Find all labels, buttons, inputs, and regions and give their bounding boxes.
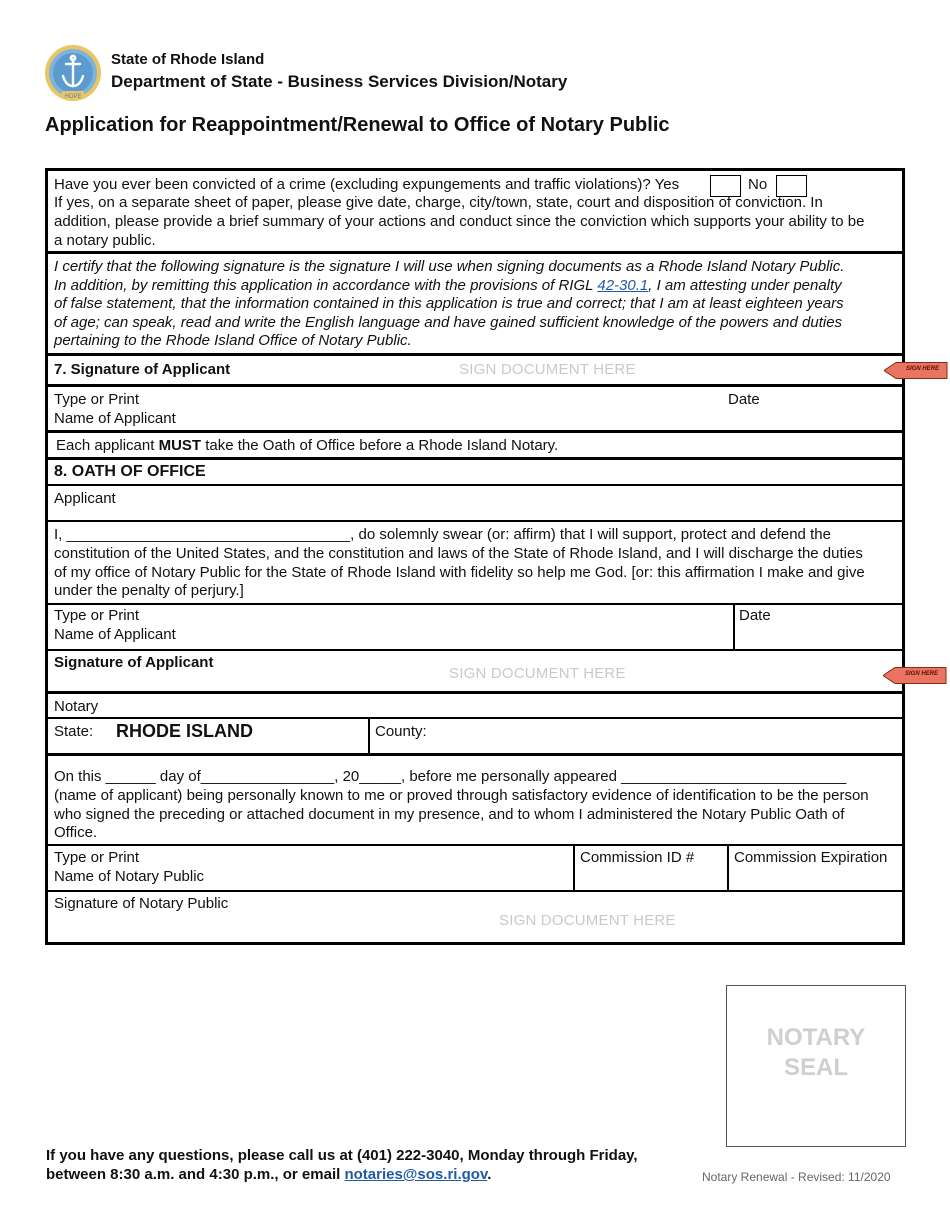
state-label: State: [54, 723, 94, 740]
rigl-link[interactable]: 42-30.1 [597, 277, 649, 294]
seal-text-line-2: SEAL [783, 1054, 848, 1081]
divider [573, 844, 575, 890]
date-label: Date [728, 391, 760, 408]
divider [368, 717, 370, 753]
footer-line-2: between 8:30 a.m. and 4:30 p.m., or email notaries@sos.ri.gov. [46, 1166, 492, 1183]
divider [48, 484, 902, 486]
divider [727, 844, 729, 890]
application-form [45, 168, 905, 945]
email-link[interactable]: notaries@sos.ri.gov [344, 1166, 488, 1183]
name-of-notary-label: Name of Notary Public [54, 868, 205, 885]
crime-instructions-2: addition, please provide a brief summary of your actions and conduct since the conviction which supports your ability to be [54, 213, 865, 230]
signature-of-notary-label: Signature of Notary Public [54, 895, 229, 912]
name-of-applicant-label: Name of Applicant [54, 410, 176, 427]
certify-line-5: pertaining to the Rhode Island Office of Notary Public. [54, 332, 412, 349]
oath-line-3: of my office of Notary Public for the State of Rhode Island with fidelity so help me God. [or: this affirmation I make and give [54, 564, 865, 581]
oath-line-2: constitution of the United States, and the constitution and laws of the State of Rhode Island, and I will discharge the duties [54, 545, 863, 562]
acknowledgment-line-4: Office. [54, 824, 98, 841]
seal-text-line-1: NOTARY [766, 1024, 866, 1051]
section-8-label: 8. OATH OF OFFICE [54, 463, 206, 480]
state-name: State of Rhode Island [111, 51, 265, 68]
divider [48, 384, 902, 387]
section-7-label: 7. Signature of Applicant [54, 361, 231, 378]
state-value: RHODE ISLAND [116, 721, 254, 741]
oath-notice: Each applicant MUST take the Oath of Office before a Rhode Island Notary. [56, 437, 559, 454]
divider [48, 890, 902, 892]
type-print-label: Type or Print [54, 607, 140, 624]
date-label: Date [739, 607, 771, 624]
divider [48, 691, 902, 694]
certify-line-2: In addition, by remitting this application in accordance with the provisions of RIGL 42-30.1, I am attesting under penalty [54, 277, 842, 294]
divider [48, 753, 902, 756]
sign-here-flag[interactable]: SIGN HERE [883, 667, 947, 684]
divider [733, 603, 735, 649]
crime-instructions-3: a notary public. [54, 232, 156, 249]
state-seal-logo [44, 44, 102, 102]
divider [48, 717, 902, 719]
divider [48, 430, 902, 433]
commission-id-label: Commission ID # [580, 849, 695, 866]
divider [48, 520, 902, 522]
footer-contact [46, 1146, 638, 1184]
divider [48, 251, 902, 254]
divider [48, 353, 902, 356]
certify-line-4: of age; can speak, read and write the English language and have gained sufficient knowledge of the powers and duties [54, 314, 843, 331]
oath-line-4: under the penalty of perjury.] [54, 582, 244, 599]
acknowledgment-line-1: On this ______ day of________________, 20_____, before me personally appeared ___________________________ [54, 768, 847, 785]
county-label: County: [375, 723, 427, 740]
sign-here-flag[interactable]: SIGN HERE [884, 362, 948, 379]
signature-field-notary[interactable]: SIGN DOCUMENT HERE [499, 912, 676, 929]
acknowledgment-line-2: (name of applicant) being personally known to me or proved through satisfactory evidence of identification to be the person [54, 787, 869, 804]
page-title: Application for Reappointment/Renewal to Office of Notary Public [45, 114, 670, 136]
crime-instructions-1: If yes, on a separate sheet of paper, please give date, charge, city/town, state, court and disposition of conviction. In [54, 194, 823, 211]
svg-text:HOPE: HOPE [64, 94, 82, 100]
divider [48, 457, 902, 460]
acknowledgment-line-3: who signed the preceding or attached document in my presence, and to whom I administered the Notary Public Oath of [54, 806, 845, 823]
revision-note: Notary Renewal - Revised: 11/2020 [702, 1170, 891, 1184]
certify-line-1: I certify that the following signature is the signature I will use when signing documents as a Rhode Island Notary Public. [54, 258, 845, 275]
divider [48, 603, 902, 605]
no-label: No [748, 176, 768, 193]
signature-field-applicant[interactable]: SIGN DOCUMENT HERE [459, 361, 636, 378]
applicant-label: Applicant [54, 490, 116, 507]
certify-line-3: of false statement, that the information contained in this application is true and correct; that I am at least eighteen years [54, 295, 844, 312]
commission-expiration-label: Commission Expiration [734, 849, 888, 866]
notary-label: Notary [54, 698, 99, 715]
notary-seal-box [726, 985, 906, 1147]
footer-line-1: If you have any questions, please call us at (401) 222-3040, Monday through Friday, [46, 1147, 638, 1164]
yes-label: Yes [654, 176, 680, 193]
signature-field-oath[interactable]: SIGN DOCUMENT HERE [449, 665, 626, 682]
crime-question-row [54, 176, 679, 195]
oath-line-1: I, __________________________________, do solemnly swear (or: affirm) that I will support, protect and defend the [54, 526, 831, 543]
department-name: Department of State - Business Services Division/Notary [111, 72, 568, 91]
divider [48, 649, 902, 651]
signature-of-applicant-label: Signature of Applicant [54, 654, 214, 671]
divider [48, 844, 902, 846]
type-print-label: Type or Print [54, 849, 140, 866]
name-of-applicant-label: Name of Applicant [54, 626, 176, 643]
crime-question: Have you ever been convicted of a crime (excluding expungements and traffic violations)? [54, 176, 651, 193]
type-print-label: Type or Print [54, 391, 140, 408]
